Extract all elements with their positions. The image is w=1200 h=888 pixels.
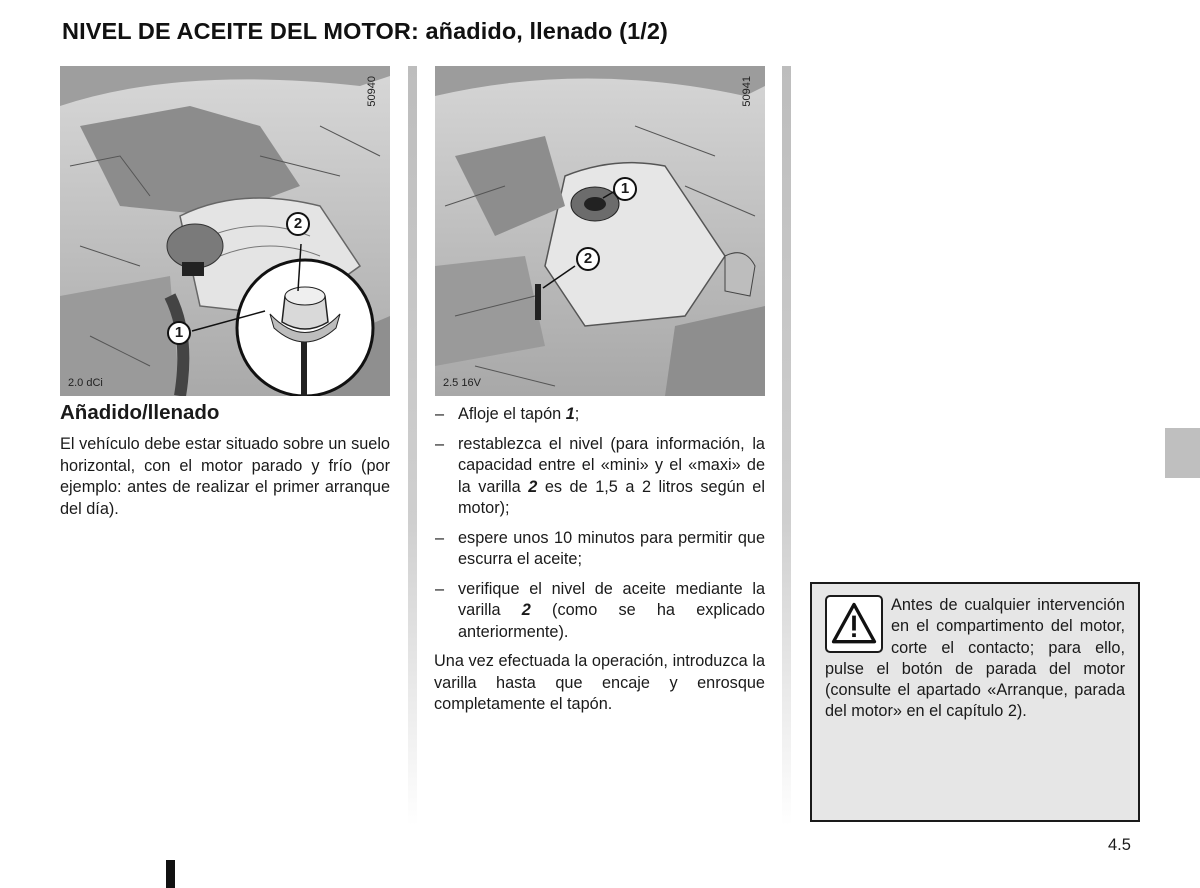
step-ref: 2 xyxy=(521,601,531,619)
column-separator xyxy=(782,66,791,826)
column-separator xyxy=(408,66,417,826)
step-item xyxy=(434,579,765,644)
figure-code: 50940 xyxy=(366,76,378,107)
step-text: Afloje el tapón xyxy=(458,405,566,423)
step-ref: 2 xyxy=(528,477,538,496)
step-item xyxy=(434,404,765,426)
page-title: NIVEL DE ACEITE DEL MOTOR: añadido, llenado (1/2) xyxy=(62,18,668,44)
step-text: restablezca el nivel (para información, la capacidad entre el «mini» y el «maxi» de la varilla xyxy=(458,434,765,496)
step-ref: 1 xyxy=(565,405,575,423)
engine-figure-2-5-16v xyxy=(435,66,765,396)
step-dash: – xyxy=(435,434,445,453)
intro-paragraph: El vehículo debe estar situado sobre un suelo horizontal, con el motor parado y frío (por ejemplo: antes de realizar el primer arranque del día). xyxy=(60,435,390,518)
engine-label: 2.0 dCi xyxy=(68,377,103,389)
engine-illustration xyxy=(60,66,390,396)
step-text-end: es de 1,5 a 2 litros según el motor); xyxy=(458,477,765,517)
chapter-tab xyxy=(1165,428,1200,478)
warning-triangle-icon xyxy=(825,595,883,653)
warning-text: Antes de cualquier intervención en el compartimento del motor, corte el contacto; para ello, pulse el botón de parada del motor (consulte el apartado «Arranque, parada del motor» en el capítulo 2). xyxy=(825,596,1125,721)
step-item xyxy=(434,434,765,520)
step-text: espere unos 10 minutos para permitir que escurra el aceite; xyxy=(458,528,765,568)
callout-2: 2 xyxy=(286,212,310,236)
callout-1: 1 xyxy=(613,177,637,201)
warning-box xyxy=(810,582,1140,822)
steps-list xyxy=(434,404,765,651)
engine-figure-2-0-dci xyxy=(60,66,390,396)
step-item xyxy=(434,528,765,571)
engine-illustration xyxy=(435,66,765,396)
step-dash: – xyxy=(435,528,445,547)
step-dash: – xyxy=(435,405,445,423)
step-text-end: (como se ha explicado anteriormente). xyxy=(458,601,765,641)
callout-2: 2 xyxy=(576,247,600,271)
step-text-end: ; xyxy=(574,405,580,423)
page-number: 4.5 xyxy=(1108,836,1131,854)
closing-paragraph: Una vez efectuada la operación, introduzca la varilla hasta que encaje y enrosque completamente el tapón. xyxy=(434,652,765,713)
engine-label: 2.5 16V xyxy=(443,377,481,389)
section-heading: Añadido/llenado xyxy=(60,401,220,424)
margin-mark xyxy=(166,860,175,888)
callout-1: 1 xyxy=(167,321,191,345)
step-text: verifique el nivel de aceite mediante la varilla xyxy=(458,579,765,619)
step-dash: – xyxy=(435,579,445,598)
figure-code: 50941 xyxy=(741,76,753,107)
